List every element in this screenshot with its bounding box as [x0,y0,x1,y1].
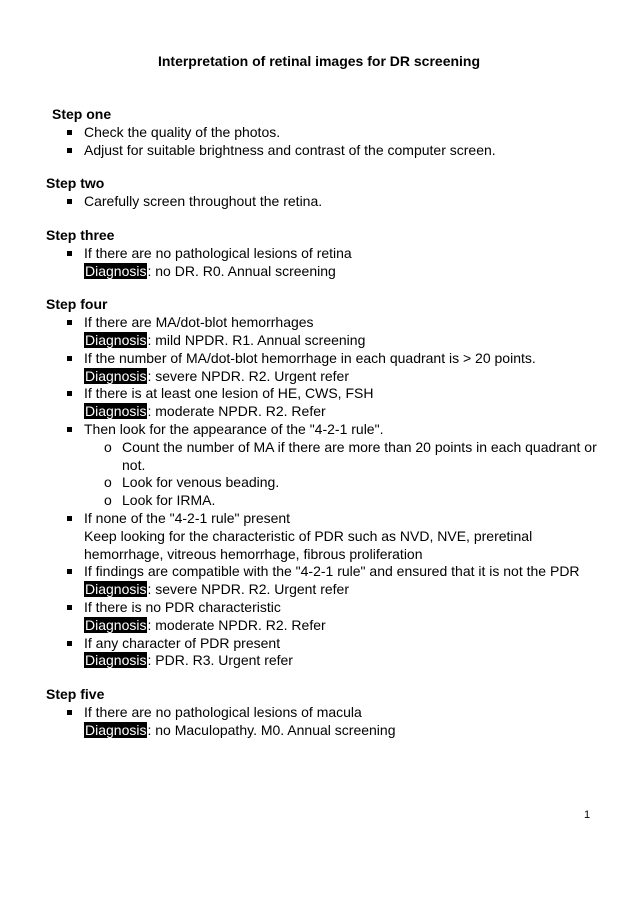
list-item [46,599,606,635]
diagnosis-label: Diagnosis [85,721,147,738]
list-item [46,421,606,510]
step-heading: Step five [46,686,105,703]
item-text: If there are no pathological lesions of macula [84,703,362,720]
diagnosis-text: : severe NPDR. R2. Urgent refer [147,581,349,598]
item-text: If there are MA/dot-blot hemorrhages [84,314,314,331]
sub-item-text: Look for venous beading. [122,474,280,491]
sub-item-text: Count the number of MA if there are more than 20 points in each quadrant or not. [122,438,597,473]
item-text: Carefully screen throughout the retina. [84,193,323,210]
diagnosis-text: : no DR. R0. Annual screening [147,262,336,279]
diagnosis-label: Diagnosis [85,331,147,348]
sub-list-item [84,439,606,475]
diagnosis-label: Diagnosis [85,367,147,384]
page-number: 1 [584,809,591,821]
list-item [46,635,606,671]
diagnosis-text: : severe NPDR. R2. Urgent refer [147,367,349,384]
step-three [46,227,606,280]
document-title: Interpretation of retinal images for DR screening [157,53,481,69]
item-text: If findings are compatible with the "4-2-1 rule" and ensured that it is not the PDR [84,563,580,580]
sub-item-text: Look for IRMA. [122,492,216,509]
diagnosis-label: Diagnosis [85,652,147,669]
step-list [46,124,606,160]
item-text: If there is no PDR characteristic [84,598,281,615]
step-heading: Step two [46,175,105,192]
list-item [46,245,606,281]
list-item [46,193,606,211]
list-item [46,142,606,160]
step-five [46,686,606,739]
step-list [46,245,606,281]
diagnosis-text: : no Maculopathy. M0. Annual screening [147,721,396,738]
diagnosis-text: : mild NPDR. R1. Annual screening [147,331,366,348]
diagnosis-label: Diagnosis [85,262,147,279]
list-item [46,350,606,386]
sub-list-item [84,474,606,492]
diagnosis-text: : moderate NPDR. R2. Refer [147,616,326,633]
item-text: If any character of PDR present [84,634,281,651]
diagnosis-text: : moderate NPDR. R2. Refer [147,403,326,420]
item-text: If none of the "4-2-1 rule" present [84,509,291,526]
step-heading: Step four [46,296,108,313]
item-text: If the number of MA/dot-blot hemorrhage in each quadrant is > 20 points. [84,349,536,366]
diagnosis-label: Diagnosis [85,403,147,420]
item-text: If there are no pathological lesions of retina [84,244,352,261]
step-list [46,314,606,670]
diagnosis-label: Diagnosis [85,581,147,598]
sub-list [84,439,606,510]
sub-list-item [84,492,606,510]
list-item [46,510,606,563]
diagnosis-label: Diagnosis [85,616,147,633]
step-heading: Step three [46,226,115,243]
document-body [46,106,606,756]
step-list [46,704,606,740]
step-one [46,106,606,159]
list-item [46,314,606,350]
step-four [46,296,606,670]
item-text: Adjust for suitable brightness and contrast of the computer screen. [84,141,496,158]
list-item [46,563,606,599]
step-two [46,175,606,211]
item-text: Check the quality of the photos. [84,123,281,140]
step-list [46,193,606,211]
item-extra-text: Keep looking for the characteristic of PDR such as NVD, NVE, preretinal hemorrhage, vitreous hemorrhage, fibrous proliferation [84,527,533,562]
item-text: Then look for the appearance of the "4-2-1 rule". [84,420,384,437]
diagnosis-text: : PDR. R3. Urgent refer [147,652,293,669]
step-heading: Step one [52,106,112,122]
list-item [46,704,606,740]
item-text: If there is at least one lesion of HE, CWS, FSH [84,385,374,402]
list-item [46,124,606,142]
list-item [46,385,606,421]
